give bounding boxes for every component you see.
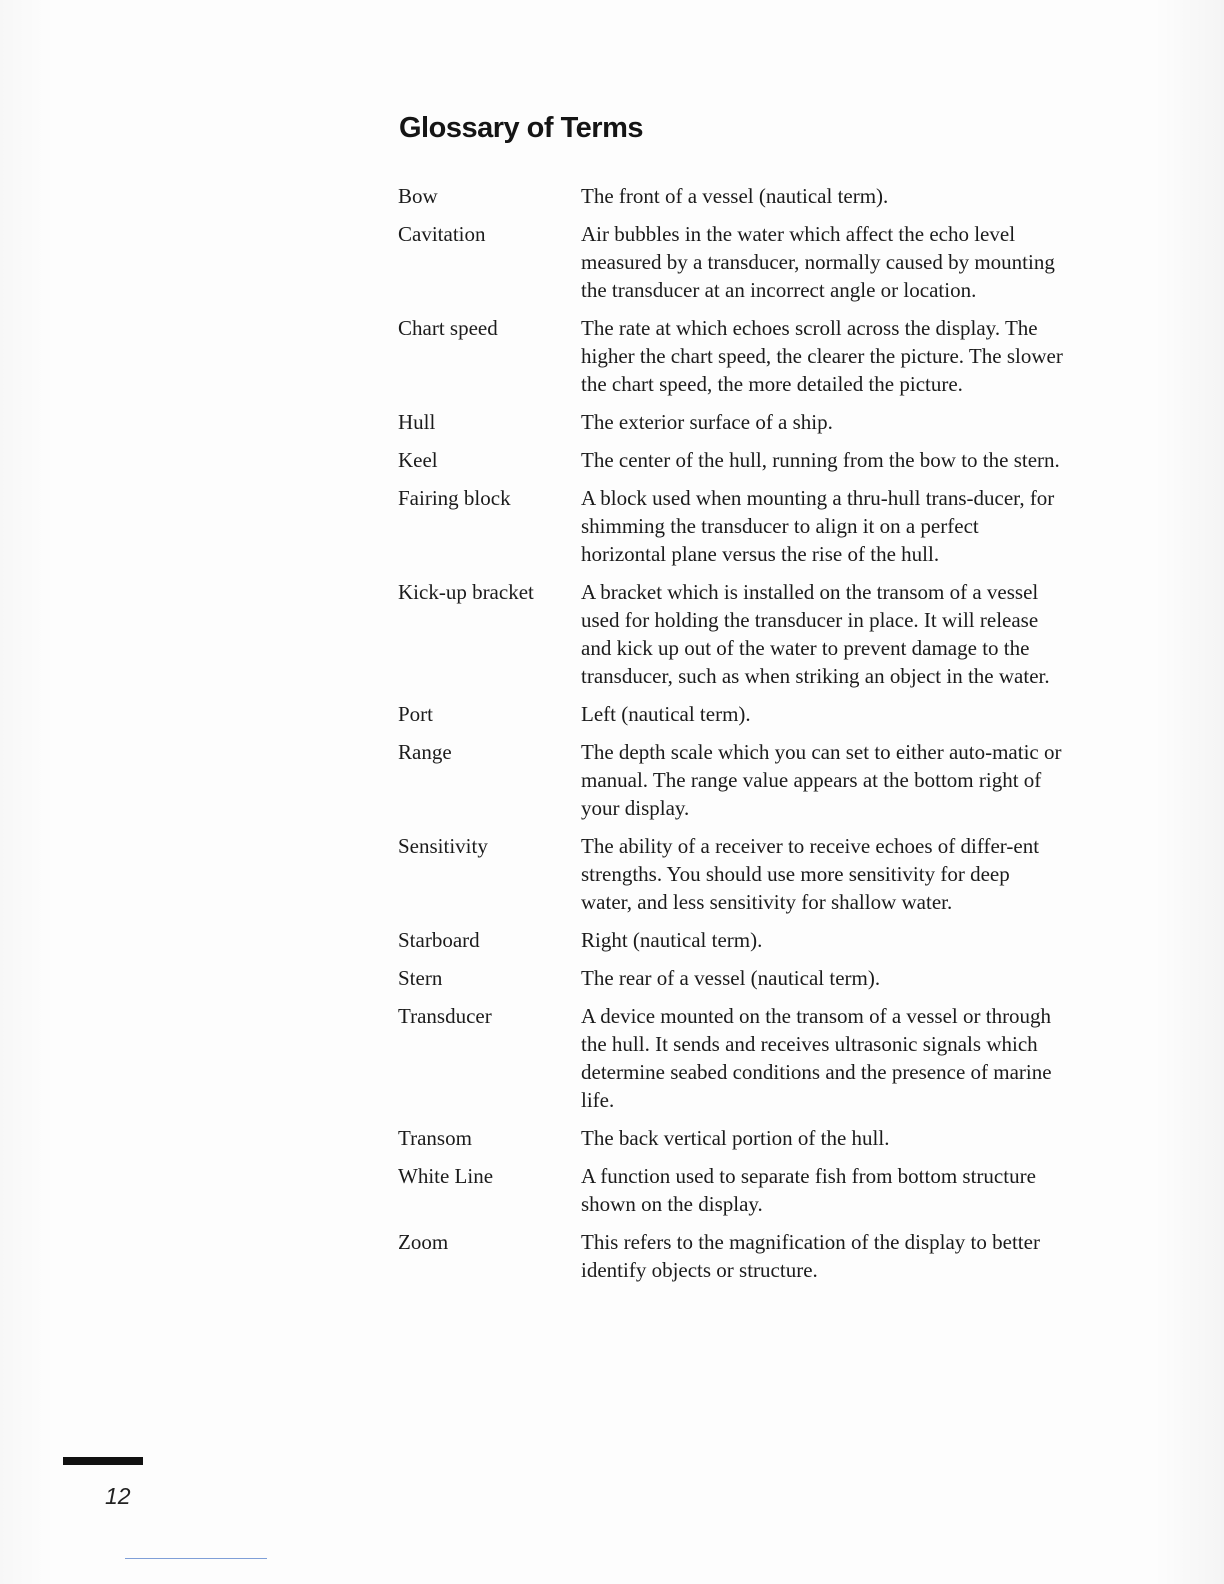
glossary-definition: A device mounted on the transom of a vessel or through the hull. It sends and receives ultrasonic signals which determine seabed conditions and the presence of marine life. <box>581 1004 1052 1112</box>
bottom-edge-line <box>125 1558 267 1559</box>
glossary-term: Transducer <box>398 1004 492 1028</box>
page-title: Glossary of Terms <box>399 112 644 144</box>
glossary-entry <box>398 484 1078 568</box>
glossary-definition: The rear of a vessel (nautical term). <box>581 966 881 990</box>
glossary-list <box>398 182 1078 1294</box>
page-number: 12 <box>105 1483 131 1509</box>
glossary-definition: A bracket which is installed on the transom of a vessel used for holding the transducer in place. It will release and kick up out of the water to prevent damage to the transducer, such as when striking an object in the water. <box>581 580 1050 688</box>
glossary-entry <box>398 314 1078 398</box>
glossary-term: Chart speed <box>398 316 498 340</box>
glossary-term: Bow <box>398 184 438 208</box>
glossary-definition: A block used when mounting a thru-hull trans-ducer, for shimming the transducer to align it on a perfect horizontal plane versus the rise of the hull. <box>581 486 1055 566</box>
glossary-entry <box>398 1162 1078 1218</box>
glossary-definition: This refers to the magnification of the display to better identify objects or structure. <box>581 1230 1040 1282</box>
glossary-term: Zoom <box>398 1230 449 1254</box>
glossary-term: Stern <box>398 966 443 990</box>
glossary-term: Starboard <box>398 928 480 952</box>
glossary-entry <box>398 738 1078 822</box>
glossary-definition: A function used to separate fish from bottom structure shown on the display. <box>581 1164 1036 1216</box>
glossary-definition: Right (nautical term). <box>581 928 763 952</box>
glossary-entry <box>398 832 1078 916</box>
glossary-term: Keel <box>398 448 438 472</box>
glossary-term: Sensitivity <box>398 834 488 858</box>
glossary-entry <box>398 220 1078 304</box>
glossary-term: Cavitation <box>398 222 486 246</box>
glossary-definition: The back vertical portion of the hull. <box>581 1126 890 1150</box>
glossary-entry <box>398 926 1078 954</box>
footer-rule <box>63 1457 143 1465</box>
glossary-entry <box>398 964 1078 992</box>
glossary-entry <box>398 182 1078 210</box>
glossary-term: Hull <box>398 410 436 434</box>
glossary-term: White Line <box>398 1164 494 1188</box>
glossary-entry <box>398 1124 1078 1152</box>
glossary-entry <box>398 700 1078 728</box>
glossary-definition: The ability of a receiver to receive echoes of differ-ent strengths. You should use more sensitivity for deep water, and less sensitivity for shallow water. <box>581 834 1040 914</box>
glossary-term: Transom <box>398 1126 472 1150</box>
page-edge-shadow-right <box>1154 0 1224 1584</box>
glossary-entry <box>398 578 1078 690</box>
page-edge-shadow-left <box>0 0 55 1584</box>
glossary-entry <box>398 446 1078 474</box>
glossary-term: Range <box>398 740 452 764</box>
glossary-definition: Air bubbles in the water which affect the echo level measured by a transducer, normally caused by mounting the transducer at an incorrect angle or location. <box>581 222 1055 302</box>
glossary-entry <box>398 1228 1078 1284</box>
glossary-entry <box>398 408 1078 436</box>
glossary-term: Port <box>398 702 434 726</box>
glossary-entry <box>398 1002 1078 1114</box>
glossary-definition: The exterior surface of a ship. <box>581 410 833 434</box>
glossary-term: Kick-up bracket <box>398 580 534 604</box>
glossary-definition: The depth scale which you can set to either auto-matic or manual. The range value appears at the bottom right of your display. <box>581 740 1062 820</box>
glossary-definition: The rate at which echoes scroll across the display. The higher the chart speed, the clearer the picture. The slower the chart speed, the more detailed the picture. <box>581 316 1063 396</box>
glossary-definition: Left (nautical term). <box>581 702 751 726</box>
glossary-definition: The front of a vessel (nautical term). <box>581 184 889 208</box>
glossary-term: Fairing block <box>398 486 511 510</box>
glossary-definition: The center of the hull, running from the bow to the stern. <box>581 448 1060 472</box>
